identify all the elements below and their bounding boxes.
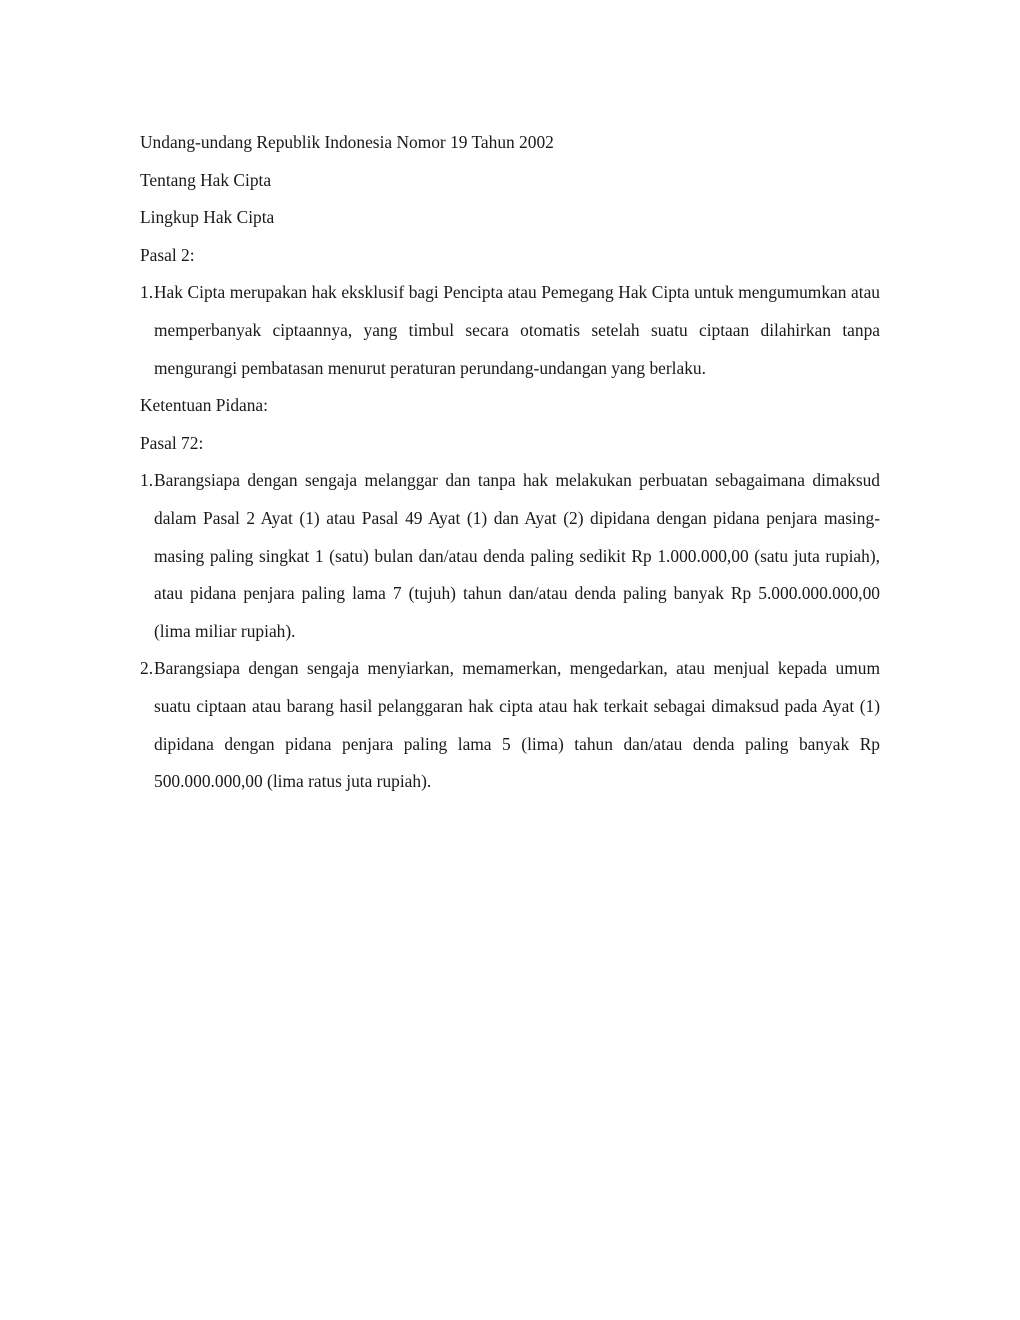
document-subtitle: Tentang Hak Cipta <box>140 169 272 190</box>
item-number: 1. <box>140 470 154 491</box>
section-heading-ketentuan-pidana: Ketentuan Pidana: <box>140 395 268 416</box>
pasal-72-item-1 <box>140 462 880 650</box>
item-number: 2. <box>140 658 154 679</box>
item-text: Barangsiapa dengan sengaja menyiarkan, memamerkan, mengedarkan, atau menjual kepada umum suatu ciptaan atau barang hasil pelanggaran hak cipta atau hak terkait sebagai dimaksud pada Ayat (1) dipidana dengan pidana penjara paling lama 5 (lima) tahun dan/atau denda paling banyak Rp 500.000.000,00 (lima ratus juta rupiah). <box>154 658 880 792</box>
pasal-72-item-2 <box>140 650 880 800</box>
item-number: 1. <box>140 282 154 303</box>
document-title: Undang-undang Republik Indonesia Nomor 19 Tahun 2002 <box>140 132 554 152</box>
pasal-2-heading: Pasal 2: <box>140 244 195 265</box>
section-heading-lingkup: Lingkup Hak Cipta <box>140 207 275 228</box>
pasal-72-heading: Pasal 72: <box>140 432 204 453</box>
pasal-2-item-1 <box>140 274 880 387</box>
document-page <box>140 124 880 801</box>
item-text: Hak Cipta merupakan hak eksklusif bagi Pencipta atau Pemegang Hak Cipta untuk mengumumkan atau memperbanyak ciptaannya, yang timbul secara otomatis setelah suatu ciptaan dilahirkan tanpa mengurangi pembatasan menurut peraturan perundang-undangan yang berlaku. <box>154 282 880 378</box>
item-text: Barangsiapa dengan sengaja melanggar dan tanpa hak melakukan perbuatan sebagaimana dimaksud dalam Pasal 2 Ayat (1) atau Pasal 49 Ayat (1) dan Ayat (2) dipidana dengan pidana penjara masing-masing paling singkat 1 (satu) bulan dan/atau denda paling sedikit Rp 1.000.000,00 (satu juta rupiah), atau pidana penjara paling lama 7 (tujuh) tahun dan/atau denda paling banyak Rp 5.000.000.000,00 (lima miliar rupiah). <box>154 470 880 641</box>
